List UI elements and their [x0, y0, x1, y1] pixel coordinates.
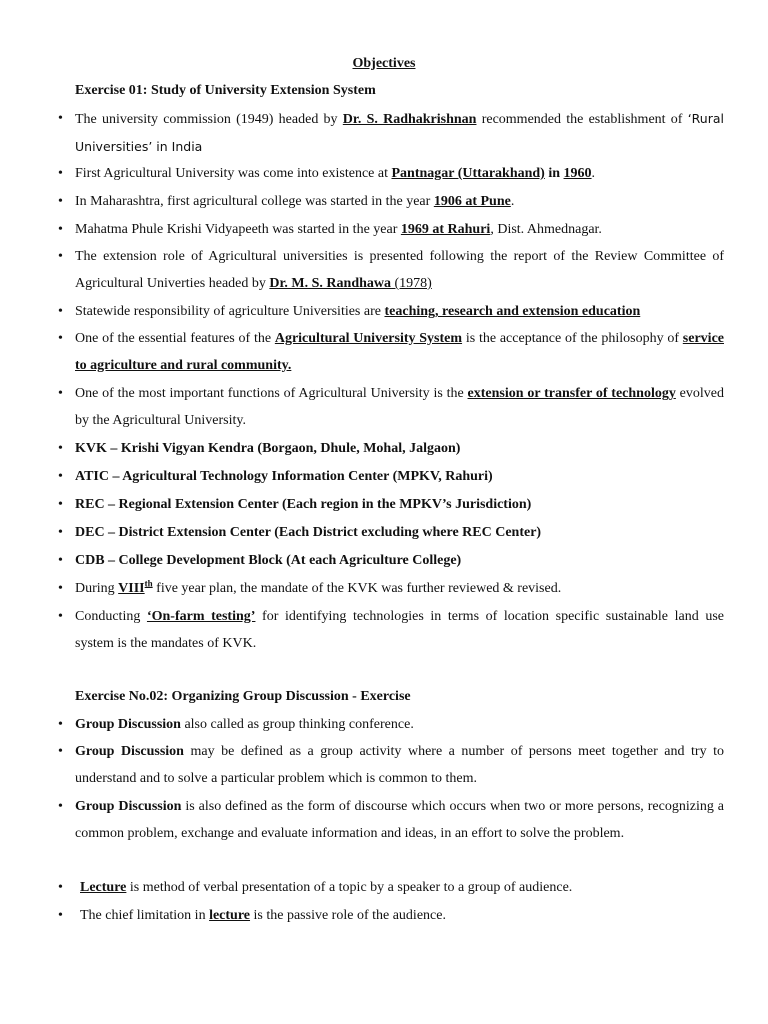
list-item: [58, 491, 724, 518]
bullet-icon: •: [58, 744, 63, 759]
bullet-icon: •: [58, 525, 63, 540]
list-item-text: The chief limitation in lecture is the passive role of the audience.: [80, 908, 446, 923]
list-item-text: Mahatma Phule Krishi Vidyapeeth was started in the year 1969 at Rahuri, Dist. Ahmednagar.: [75, 222, 602, 237]
list-item: [58, 793, 724, 847]
list-item-text: During VIIIth five year plan, the mandate of the KVK was further reviewed & revised.: [75, 578, 562, 596]
section-title-exercise-02: Exercise No.02: Organizing Group Discussion - Exercise: [75, 689, 411, 704]
list-item-text: The extension role of Agricultural universities is presented following the report of the Review Committee of Agricultural Univerties headed by Dr. M. S. Randhawa (1978): [75, 249, 724, 291]
section-title-exercise-01: Exercise 01: Study of University Extension System: [75, 83, 376, 98]
page-heading: Objectives: [352, 56, 416, 71]
list-item-text: Conducting ‘On-farm testing’ for identifying technologies in terms of location specific sustainable land use system is the mandates of KVK.: [75, 609, 724, 651]
bullet-icon: •: [58, 717, 63, 732]
list-item: [58, 711, 724, 738]
list-item-text: REC – Regional Extension Center (Each region in the MPKV’s Jurisdiction): [75, 497, 532, 512]
list-item: [58, 603, 724, 657]
list-item: [58, 188, 724, 215]
list-item-text: KVK – Krishi Vigyan Kendra (Borgaon, Dhule, Mohal, Jalgaon): [75, 441, 461, 456]
list-item-text: The university commission (1949) headed by Dr. S. Radhakrishnan recommended the establishment of ‘Rural Universities’ in India: [75, 111, 724, 154]
list-item: [58, 738, 724, 792]
list-item: [58, 380, 724, 434]
list-item-text: One of the essential features of the Agricultural University System is the acceptance of the philosophy of service to agriculture and rural community.: [75, 331, 724, 373]
list-item-text: Lecture is method of verbal presentation of a topic by a speaker to a group of audience.: [80, 880, 573, 895]
list-item: [58, 298, 724, 325]
bullet-icon: •: [58, 331, 63, 346]
list-item-text: One of the most important functions of Agricultural University is the extension or transfer of technology evolved by the Agricultural University.: [75, 386, 724, 428]
bullet-icon: •: [58, 908, 63, 923]
list-item-text: Statewide responsibility of agriculture Universities are teaching, research and extension education: [75, 304, 641, 319]
list-item: [58, 547, 724, 574]
bullet-icon: •: [58, 194, 63, 209]
list-item-text: Group Discussion also called as group thinking conference.: [75, 717, 414, 732]
bullet-icon: •: [58, 166, 63, 181]
list-item-text: In Maharashtra, first agricultural college was started in the year 1906 at Pune.: [75, 194, 515, 209]
bullet-icon: •: [58, 304, 63, 319]
list-item-text: Group Discussion may be defined as a group activity where a number of persons meet together and try to understand and to solve a particular problem which is common to them.: [75, 744, 724, 786]
list-item: [58, 575, 724, 602]
list-item-text: Group Discussion is also defined as the form of discourse which occurs when two or more persons, recognizing a common problem, exchange and evaluate information and ideas, in an effort to solve the problem.: [75, 799, 724, 841]
list-item-text: DEC – District Extension Center (Each District excluding where REC Center): [75, 525, 542, 540]
list-item: [58, 160, 724, 187]
list-item: [58, 463, 724, 490]
bullet-icon: •: [58, 469, 63, 484]
bullet-icon: •: [58, 222, 63, 237]
list-item: [58, 105, 724, 161]
bullet-icon: •: [58, 609, 63, 624]
list-item: [58, 435, 724, 462]
list-item-text: First Agricultural University was come into existence at Pantnagar (Uttarakhand) in 1960.: [75, 166, 596, 181]
list-item: [58, 325, 724, 379]
list-item: [58, 216, 724, 243]
list-item: [58, 902, 724, 929]
bullet-icon: •: [58, 799, 63, 814]
bullet-icon: •: [58, 581, 63, 596]
bullet-icon: •: [58, 249, 63, 264]
bullet-icon: •: [58, 441, 63, 456]
bullet-icon: •: [58, 386, 63, 401]
list-item-text: CDB – College Development Block (At each Agriculture College): [75, 553, 462, 568]
bullet-icon: •: [58, 111, 63, 126]
list-item: [58, 874, 724, 901]
bullet-icon: •: [58, 553, 63, 568]
list-item: [58, 519, 724, 546]
bullet-icon: •: [58, 880, 63, 895]
list-item: [58, 243, 724, 297]
list-item-text: ATIC – Agricultural Technology Information Center (MPKV, Rahuri): [75, 469, 493, 484]
bullet-icon: •: [58, 497, 63, 512]
